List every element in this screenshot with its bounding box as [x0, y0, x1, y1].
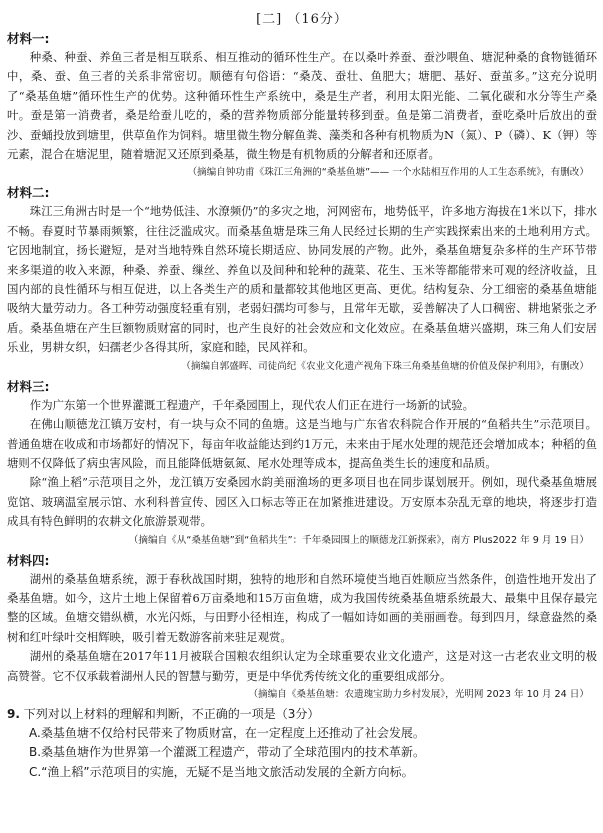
question-stem [7, 705, 597, 724]
option-b: B.桑基鱼塘作为世界第一个灌溉工程遗产，带动了全球范围内的技术革新。 [29, 745, 426, 760]
material-paragraph: 作为广东第一个世界灌溉工程遗产，千年桑园围上，现代农人们正在进行一场新的试验。 [29, 397, 475, 412]
material-heading: 材料一: [7, 31, 50, 46]
material-heading: 材料三: [7, 378, 50, 394]
material-2 [7, 183, 597, 374]
material-paragraph: 湖州的桑基鱼塘在2017年11月被联合国粮农组织认定为全球重要农业文化遗产，这是对这一古老农业文明的极高赞誉。它不仅承载着湖州人民的智慧与勤劳，更是中华优秀传统文化的重要组成部分。 [7, 649, 597, 683]
question-number: 9. [7, 706, 20, 721]
material-source: （摘编自钟功甫《珠江三角洲的“桑基鱼塘”—— 一个水陆相互作用的人工生态系统》，有删改） [187, 167, 589, 179]
material-paragraph: 湖州的桑基鱼塘系统，源于春秋战国时期，独特的地形和自然环境使当地百姓顺应当然条件，创造性地开发出了桑基鱼塘。如今，这片土地上保留着6万亩桑地和15万亩鱼塘，成为我国传统桑基鱼塘系统最大、最集中且保存最完整的区域。鱼塘交错纵横，水光闪烁，与田野小径相连，构成了一幅如诗如画的美丽画卷。每到四月，绿意盎然的桑树和红叶绿叶交相辉映，吸引着无数游客前来驻足观赏。 [7, 571, 597, 644]
material-source: （摘编自郭盛晖、司徒尚纪《农业文化遗产视角下珠三角桑基鱼塘的价值及保护利用》，有删改） [181, 360, 589, 372]
material-1 [7, 29, 597, 181]
material-paragraph: 珠江三角洲古时是一个“地势低洼、水潦频仍”的多灾之地，河网密布，地势低平，许多地方海拔在1米以下，排水不畅。春夏时节暴雨频繁，往往泛滥成灾。而桑基鱼塘是珠三角人民经过长期的生产实践探索出来的土地利用方式。它因地制宜，扬长避短，是对当地特殊自然环境长期适应、协同发展的产物。此外，桑基鱼塘复杂多样的生产环节带来多渠道的收入来源，种桑、养蚕、缫丝、养鱼以及间种和轮种的蔬菜、花生、玉米等都能带来可观的经济收益，且国内部的良性循环与相互促进，以上各类生产的质和量都较其他地区更高、更优。结构复杂、分工细密的桑基鱼塘能吸纳大量劳动力。各工种劳动强度轻重有别，老弱妇孺均可参与，且常年无歇，妥善解决了人口稠密、耕地紧张之矛盾。桑基鱼塘在产生巨额物质财富的同时，也产生良好的社会效应和文化效应。在桑基鱼塘兴盛期，珠三角人们安居乐业，男耕女织，妇孺老少各得其所，家庭和睦，民风祥和。 [7, 204, 597, 355]
option-c: C.“渔上稻”示范项目的实施，无疑不是当地文旅活动发展的全新方向标。 [29, 764, 414, 779]
material-4 [7, 551, 597, 703]
material-source: （摘编自《桑基鱼塘：农遗瑰宝助力乡村发展》，光明网 2023 年 10 月 24 日） [248, 688, 589, 700]
material-source: （摘编自《从“桑基鱼塘”到“鱼稻共生”：千年桑园围上的顺德龙江新探索》，南方 Plus2022 年 9 月 19 日） [128, 534, 589, 546]
question-text: 下列对以上材料的理解和判断，不正确的一项是（3分） [23, 706, 320, 721]
material-heading: 材料二: [7, 185, 50, 201]
material-paragraph: 种桑、种蚕、养鱼三者是相互联系、相互推动的循环性生产。在以桑叶养蚕、蚕沙喂鱼、塘泥种桑的食物链循环中，桑、蚕、鱼三者的关系非常密切。顺德有句俗语：“桑茂、蚕壮、鱼肥大；塘肥、基好、蚕茧多。”这充分说明了“桑基鱼塘”循环性生产的优势。这种循环性生产系统中，桑是生产者，利用太阳光能、二氧化碳和水分等生产桑叶。蚕是第一消费者，桑是给蚕儿吃的，桑的营养物质部分能量转移到蚕。鱼是第二消费者，蚕吃桑叶后放出的蚕沙、蚕蛹投放到塘里，供草鱼作为饲料。塘里微生物分解鱼粪、藻类和各种有机物质为N（氮）、P（磷）、K（钾）等元素，混合在塘泥里，随着塘泥又还原到桑基，微生物是有机物质的分解者和还原者。 [7, 50, 597, 162]
question-9 [7, 705, 597, 783]
material-paragraph: 在佛山顺德龙江镇万安村，有一块与众不同的鱼塘。这是当地与广东省农科院合作开展的“鱼稻共生”示范项目。普通鱼塘在收成和市场都好的情况下，每亩年收益能达到约1万元，未来由于尾水处理的规范还会增加成本；种稻的鱼塘则不仅降低了病虫害风险，而且能降低塘氨氮、尾水处理等成本，提高鱼类生长的速度和品质。 [7, 417, 597, 470]
material-heading: 材料四: [7, 552, 50, 568]
exam-page [7, 4, 597, 782]
section-title: [二] （16分） [256, 12, 348, 27]
material-3 [7, 377, 597, 549]
option-a: A.桑基鱼塘不仅给村民带来了物质财富，在一定程度上还推动了社会发展。 [29, 725, 425, 740]
material-paragraph: 除“渔上稻”示范项目之外，龙江镇万安桑园水韵美丽渔场的更多项目也在同步谋划展开。例如，现代桑基鱼塘展览馆、玻璃温室展示馆、水利科普宣传、园区入口标志等正在加紧推进建设。万安原本杂乱无章的地块，将逐步打造成具有特色鲜明的农耕文化旅游景观带。 [7, 475, 597, 529]
